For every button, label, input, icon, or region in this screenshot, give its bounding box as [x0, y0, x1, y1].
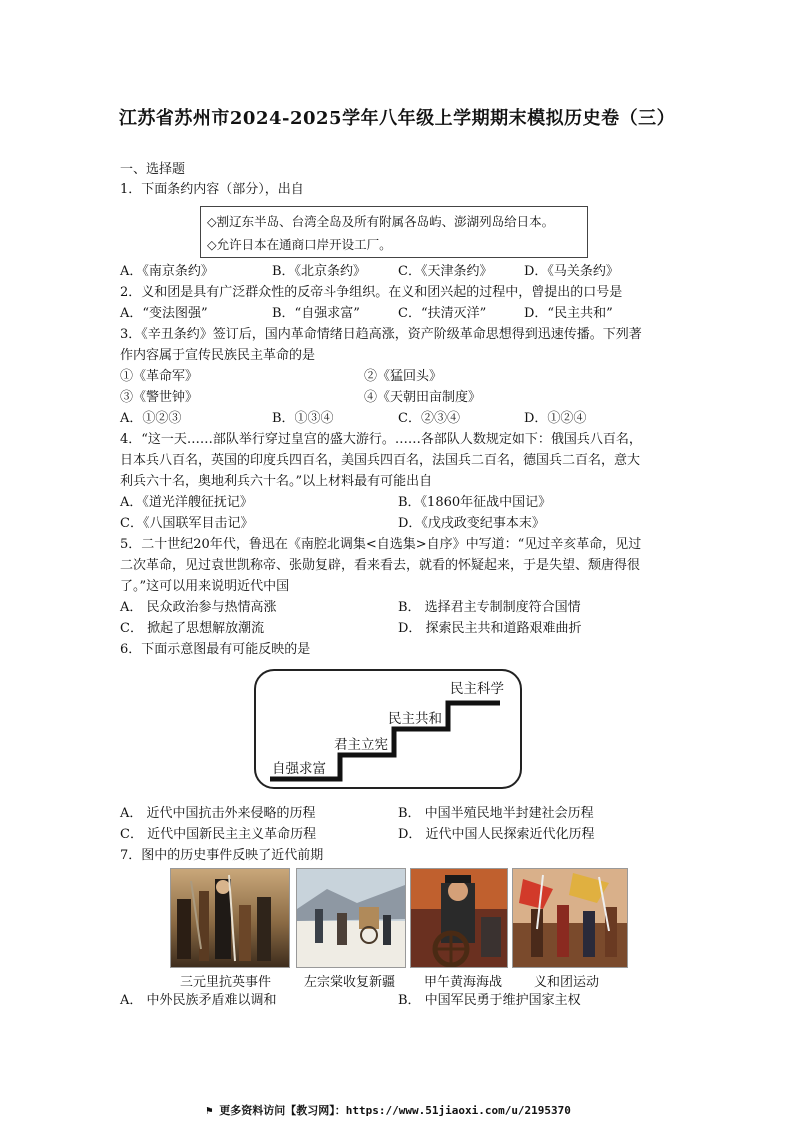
- q2-option-c: C．“扶清灭洋”: [398, 306, 487, 321]
- q1-option-d: D．《马关条约》: [524, 264, 619, 279]
- q1-stem: 1．下面条约内容（部分），出自: [120, 182, 304, 197]
- section-heading: 一、选择题: [120, 162, 186, 177]
- step-label-1: 自强求富: [272, 761, 326, 777]
- q3-option-b: B．①③④: [272, 411, 334, 426]
- q1-treaty-box: [200, 206, 588, 258]
- q3-item-3: ③《警世钟》: [120, 390, 199, 405]
- q3-item-4: ④《天朝田亩制度》: [364, 390, 482, 405]
- staircase-diagram: [254, 669, 522, 789]
- q4-option-b: B．《1860年征战中国记》: [398, 495, 552, 510]
- q3-item-2: ②《猛回头》: [364, 369, 443, 384]
- q1-box-line2: ◇允许日本在通商口岸开设工厂。: [207, 237, 392, 252]
- q5-stem-line3: 了。”这可以用来说明近代中国: [120, 579, 290, 594]
- step-label-4: 民主科学: [450, 681, 504, 697]
- q7-stem: 7．图中的历史事件反映了近代前期: [120, 848, 324, 863]
- q4-stem-line3: 利兵六十名，奥地利兵六十名。”以上材料最有可能出自: [120, 474, 433, 489]
- q6-option-a: A． 近代中国抗击外来侵略的历程: [120, 806, 316, 821]
- q4-stem-line2: 日本兵八百名，英国的印度兵四百名，美国兵四百名，法国兵二百名，德国兵二百名，意大: [120, 453, 641, 468]
- q5-stem-line2: 二次革命，见过袁世凯称帝、张勋复辟，看来看去，就看的怀疑起来，于是失望、颓唐得很: [120, 558, 641, 573]
- q6-option-c: C． 近代中国新民主主义革命历程: [120, 827, 317, 842]
- q2-option-d: D．“民主共和”: [524, 306, 613, 321]
- painting-jiawu-naval-battle: [410, 868, 508, 968]
- q1-option-b: B．《北京条约》: [272, 264, 367, 279]
- footer-text: 更多资料访问【教习网】：https://www.51jiaoxi.com/u/2195370: [219, 1104, 571, 1117]
- q1-option-a: A．《南京条约》: [120, 264, 214, 279]
- q5-stem-line1: 5．二十世纪20年代，鲁迅在《南腔北调集<自选集>自序》中写道：“见过辛亥革命，见过: [120, 537, 642, 552]
- step-label-3: 民主共和: [388, 711, 442, 727]
- painting-zuozongtang: [296, 868, 406, 968]
- q3-stem-line2: 作内容属于宣传民族民主革命的是: [120, 348, 316, 363]
- q3-option-a: A．①②③: [120, 411, 182, 426]
- q5-option-d: D． 探索民主共和道路艰难曲折: [398, 621, 582, 636]
- q2-stem: 2．义和团是具有广泛群众性的反帝斗争组织。在义和团兴起的过程中，曾提出的口号是: [120, 285, 623, 300]
- caption-2: 左宗棠收复新疆: [304, 975, 396, 990]
- painting-sanyuanli: [170, 868, 290, 968]
- q6-option-b: B． 中国半殖民地半封建社会历程: [398, 806, 594, 821]
- q6-stem: 6．下面示意图最有可能反映的是: [120, 642, 311, 657]
- caption-4: 义和团运动: [534, 975, 600, 990]
- q4-option-d: D．《戊戌政变纪事本末》: [398, 516, 545, 531]
- flag-icon: ⚑: [206, 1104, 213, 1117]
- page-title: 江苏省苏州市2024-2025学年八年级上学期期末模拟历史卷（三）: [118, 108, 676, 129]
- q2-option-b: B．“自强求富”: [272, 306, 360, 321]
- q7-option-a: A． 中外民族矛盾难以调和: [120, 993, 277, 1008]
- caption-1: 三元里抗英事件: [180, 975, 272, 990]
- painting-boxer-movement: [512, 868, 628, 968]
- q1-option-c: C．《天津条约》: [398, 264, 493, 279]
- step-label-2: 君主立宪: [334, 737, 388, 753]
- q3-item-1: ①《革命军》: [120, 369, 199, 384]
- q3-stem-line1: 3．《辛丑条约》签订后，国内革命情绪日趋高涨，资产阶级革命思想得到迅速传播。下列著: [120, 327, 642, 342]
- q5-option-c: C． 掀起了思想解放潮流: [120, 621, 265, 636]
- q3-option-c: C．②③④: [398, 411, 460, 426]
- q2-option-a: A．“变法图强”: [120, 306, 208, 321]
- q4-stem-line1: 4．“这一天……部队举行穿过皇宫的盛大游行。……各部队人数规定如下：俄国兵八百名，: [120, 432, 642, 447]
- q3-option-d: D．①②④: [524, 411, 587, 426]
- footer-link[interactable]: [206, 1102, 571, 1118]
- q4-option-c: C．《八国联军目击记》: [120, 516, 254, 531]
- q5-option-a: A． 民众政治参与热情高涨: [120, 600, 277, 615]
- q5-option-b: B． 选择君主专制制度符合国情: [398, 600, 581, 615]
- caption-3: 甲午黄海海战: [424, 975, 503, 990]
- q6-option-d: D． 近代中国人民探索近代化历程: [398, 827, 595, 842]
- q1-box-line1: ◇割辽东半岛、台湾全岛及所有附属各岛屿、澎湖列岛给日本。: [207, 214, 555, 229]
- q4-option-a: A．《道光洋艘征抚记》: [120, 495, 253, 510]
- q7-option-b: B． 中国军民勇于维护国家主权: [398, 993, 581, 1008]
